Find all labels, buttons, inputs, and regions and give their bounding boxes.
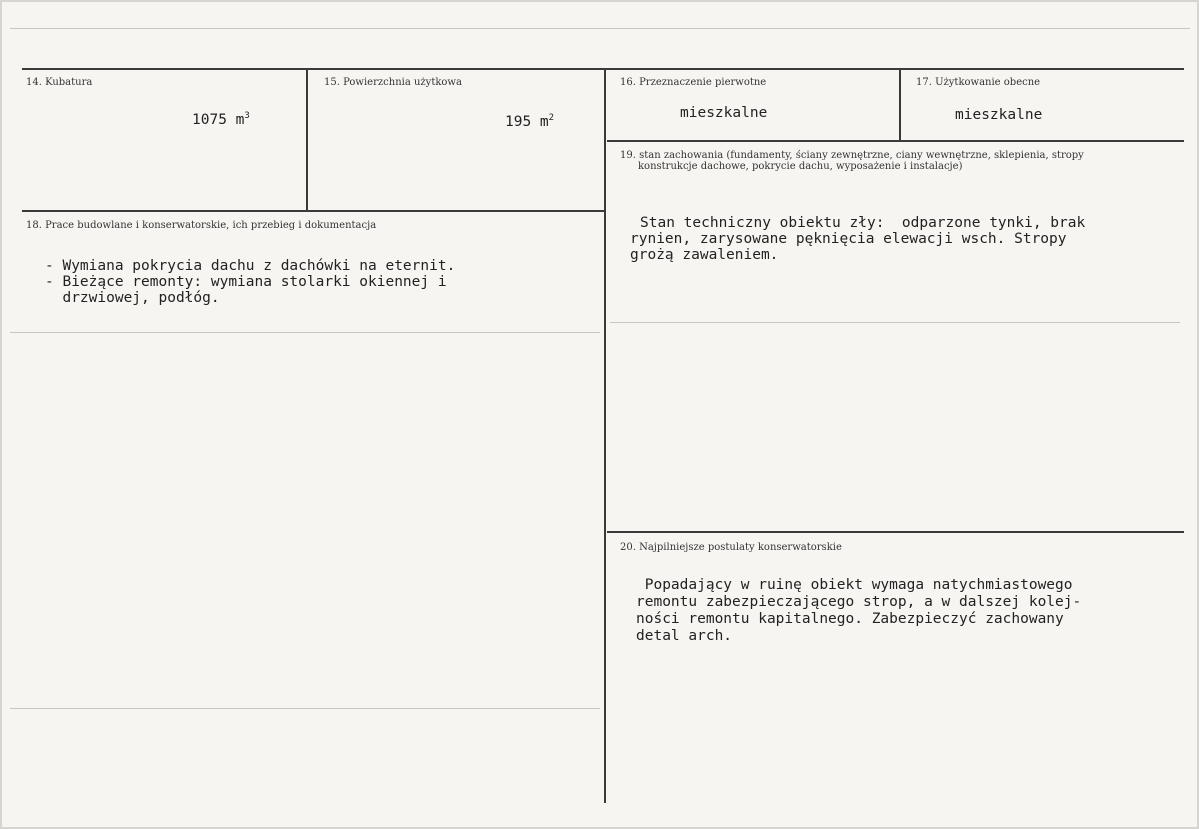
field-20-label: 20. Najpilniejsze postulaty konserwatorskie bbox=[620, 542, 842, 553]
field-20-line-1: Popadający w ruinę obiekt wymaga natychmiastowego bbox=[636, 577, 1073, 593]
field-19-line-1: Stan techniczny obiektu zły: odparzone tynki, brak bbox=[640, 215, 1086, 231]
cubature-unit: 3 bbox=[244, 111, 250, 121]
top-rule bbox=[22, 68, 1184, 70]
right-upper-rule bbox=[607, 140, 1184, 142]
center-divider bbox=[604, 68, 606, 803]
field-19-label-line-1: 19. stan zachowania (fundamenty, ściany zewnętrzne, ciany wewnętrzne, sklepienia, stropy bbox=[620, 150, 1084, 161]
show-through-line bbox=[10, 28, 1190, 29]
field-15-label: 15. Powierzchnia użytkowa bbox=[324, 77, 462, 88]
field-17-value: mieszkalne bbox=[955, 107, 1043, 123]
field-18-line-3: drzwiowej, podłóg. bbox=[45, 290, 220, 306]
field-18-line-2: - Bieżące remonty: wymiana stolarki okiennej i bbox=[45, 274, 447, 290]
field-18-line-1: - Wymiana pokrycia dachu z dachówki na eternit. bbox=[45, 258, 456, 274]
cubature-text: 1075 m bbox=[192, 111, 245, 128]
field-14-label: 14. Kubatura bbox=[26, 77, 93, 88]
field-20-line-2: remontu zabezpieczającego strop, a w dalszej kolej- bbox=[636, 594, 1082, 610]
show-through-line bbox=[610, 322, 1180, 323]
field-17-label: 17. Użytkowanie obecne bbox=[916, 77, 1041, 88]
divider-14-15 bbox=[306, 68, 308, 211]
field-19-label-line-2: konstrukcje dachowe, pokrycie dachu, wyposażenie i instalacje) bbox=[638, 161, 963, 172]
field-19-line-2: rynien, zarysowane pęknięcia elewacji wsch. Stropy bbox=[630, 231, 1067, 247]
field-16-label: 16. Przeznaczenie pierwotne bbox=[620, 77, 767, 88]
field-20-line-4: detal arch. bbox=[636, 628, 733, 644]
left-mid-rule bbox=[22, 210, 604, 212]
show-through-line bbox=[10, 708, 600, 709]
right-lower-rule bbox=[607, 531, 1184, 533]
area-text: 195 m bbox=[505, 113, 549, 130]
field-14-value bbox=[192, 108, 250, 128]
show-through-line bbox=[10, 332, 600, 333]
field-15-value bbox=[505, 110, 554, 130]
area-unit: 2 bbox=[548, 113, 555, 123]
divider-16-17 bbox=[899, 68, 901, 141]
field-16-value: mieszkalne bbox=[680, 105, 768, 121]
field-18-label: 18. Prace budowlane i konserwatorskie, ich przebieg i dokumentacja bbox=[26, 220, 377, 231]
field-19-line-3: grożą zawaleniem. bbox=[630, 247, 779, 263]
field-20-line-3: ności remontu kapitalnego. Zabezpieczyć zachowany bbox=[636, 611, 1064, 627]
